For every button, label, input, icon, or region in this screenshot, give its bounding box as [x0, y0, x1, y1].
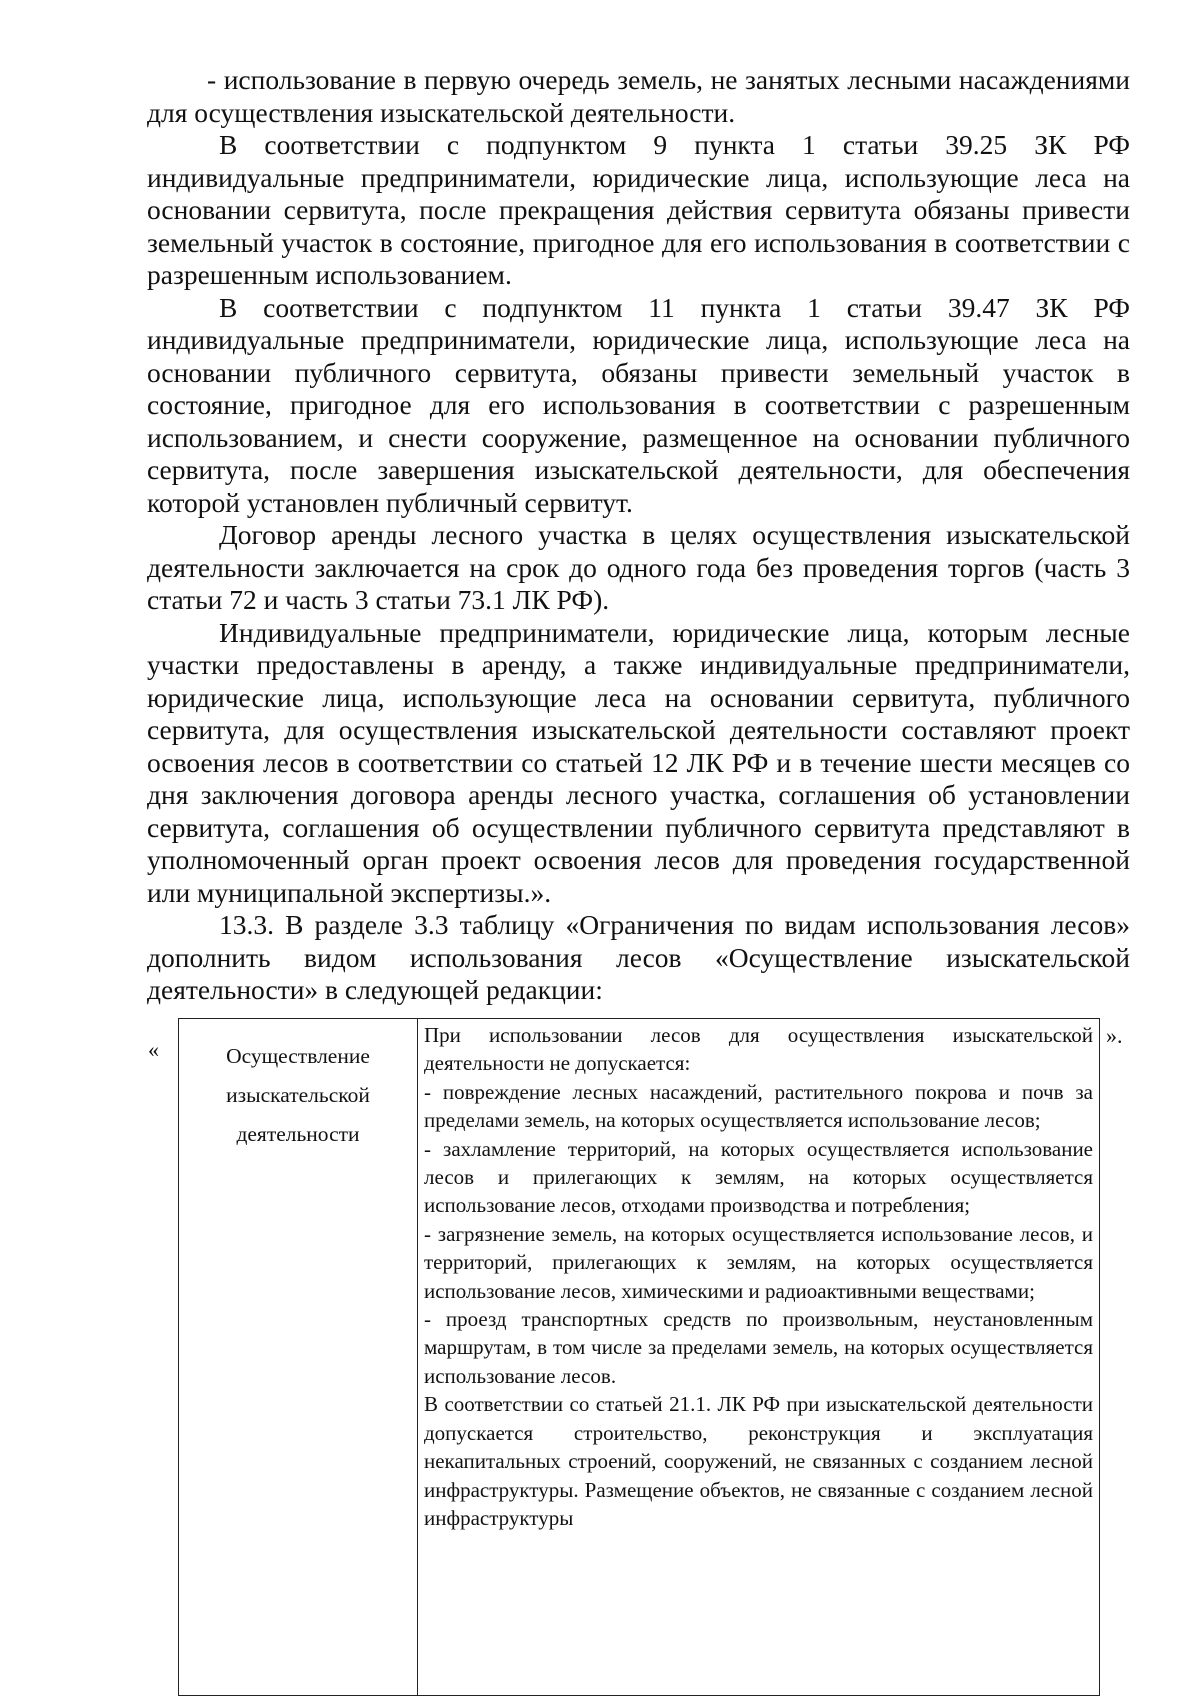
paragraph-zk-39-47: В соответствии с подпунктом 11 пункта 1 статьи 39.47 ЗК РФ индивидуальные предприниматели, юридические лица, использующие леса на основании публичного сервитута, обязаны привести земельный участок в состояние, пригодное для его использования в соответствии с разрешенным использованием, и снести сооружение, размещенное на основании публичного сервитута, после завершения изыскательской деятельности, для обеспечения которой установлен публичный сервитут.	[147, 291, 1130, 518]
paragraph-zk-39-25: В соответствии с подпунктом 9 пункта 1 статьи 39.25 ЗК РФ индивидуальные предприниматели, юридические лица, использующие леса на основании сервитута, после прекращения действия сервитута обязаны привести земельный участок в состояние, пригодное для его использования в соответствии с разрешенным использованием.	[147, 129, 1130, 290]
restriction-permitted: В соответствии со статьей 21.1. ЛК РФ при изыскательской деятельности допускается строительство, реконструкция и эксплуатация некапитальных строений, сооружений, не связанных с созданием лесной инфраструктуры. Размещение объектов, не связанные с созданием лесной инфраструктуры	[424, 1392, 1093, 1530]
forest-use-kind-line: деятельности	[236, 1122, 360, 1146]
restrictions-table	[178, 1018, 1100, 1696]
table-close-quote: ».	[1106, 1023, 1123, 1048]
restriction-item: - загрязнение земель, на которых осуществляется использование лесов, и территорий, прилегающих к землям, на которых осуществляется использование лесов, химическими и радиоактивными веществами;	[424, 1221, 1093, 1303]
body-text	[147, 64, 1130, 1007]
restriction-intro: При использовании лесов для осуществления изыскательской деятельности не допускается:	[424, 1023, 1093, 1076]
forest-use-kind-line: Осуществление	[226, 1044, 370, 1068]
paragraph-development-project: Индивидуальные предприниматели, юридические лица, которым лесные участки предоставлены в аренду, а также индивидуальные предприниматели, юридические лица, использующие леса на основании сервитута, публичного сервитута, для осуществления изыскательской деятельности составляют проект освоения лесов в соответствии со статьей 12 ЛК РФ и в течение шести месяцев со дня заключения договора аренды лесного участка, соглашения об установлении сервитута, соглашения об осуществлении публичного сервитута представляют в уполномоченный орган проект освоения лесов для проведения государственной или муниципальной экспертизы.».	[147, 616, 1130, 908]
forest-use-kind-cell	[179, 1019, 418, 1696]
paragraph-list-item: - использование в первую очередь земель, не занятых лесными насаждениями для осуществления изыскательской деятельности.	[147, 64, 1130, 128]
table-row	[179, 1019, 1100, 1696]
paragraph-lease-term: Договор аренды лесного участка в целях осуществления изыскательской деятельности заключается на срок до одного года без проведения торгов (часть 3 статьи 72 и часть 3 статьи 73.1 ЛК РФ).	[147, 519, 1130, 615]
restrictions-description-cell	[418, 1019, 1100, 1696]
table-open-quote: «	[148, 1037, 159, 1062]
restriction-item: - проезд транспортных средств по произвольным, неустановленным маршрутам, в том числе за пределами земель, на которых осуществляется использование лесов.	[424, 1307, 1093, 1388]
paragraph-section-13-3: 13.3. В разделе 3.3 таблицу «Ограничения по видам использования лесов» дополнить видом использования лесов «Осуществление изыскательской деятельности» в следующей редакции:	[147, 909, 1130, 1005]
restriction-item: - захламление территорий, на которых осуществляется использование лесов и прилегающих к землям, на которых осуществляется использование лесов, отходами производства и потребления;	[424, 1136, 1093, 1218]
restriction-item: - повреждение лесных насаждений, растительного покрова и почв за пределами земель, на которых осуществляется использование лесов;	[424, 1079, 1093, 1133]
forest-use-kind-line: изыскательской	[226, 1083, 370, 1107]
